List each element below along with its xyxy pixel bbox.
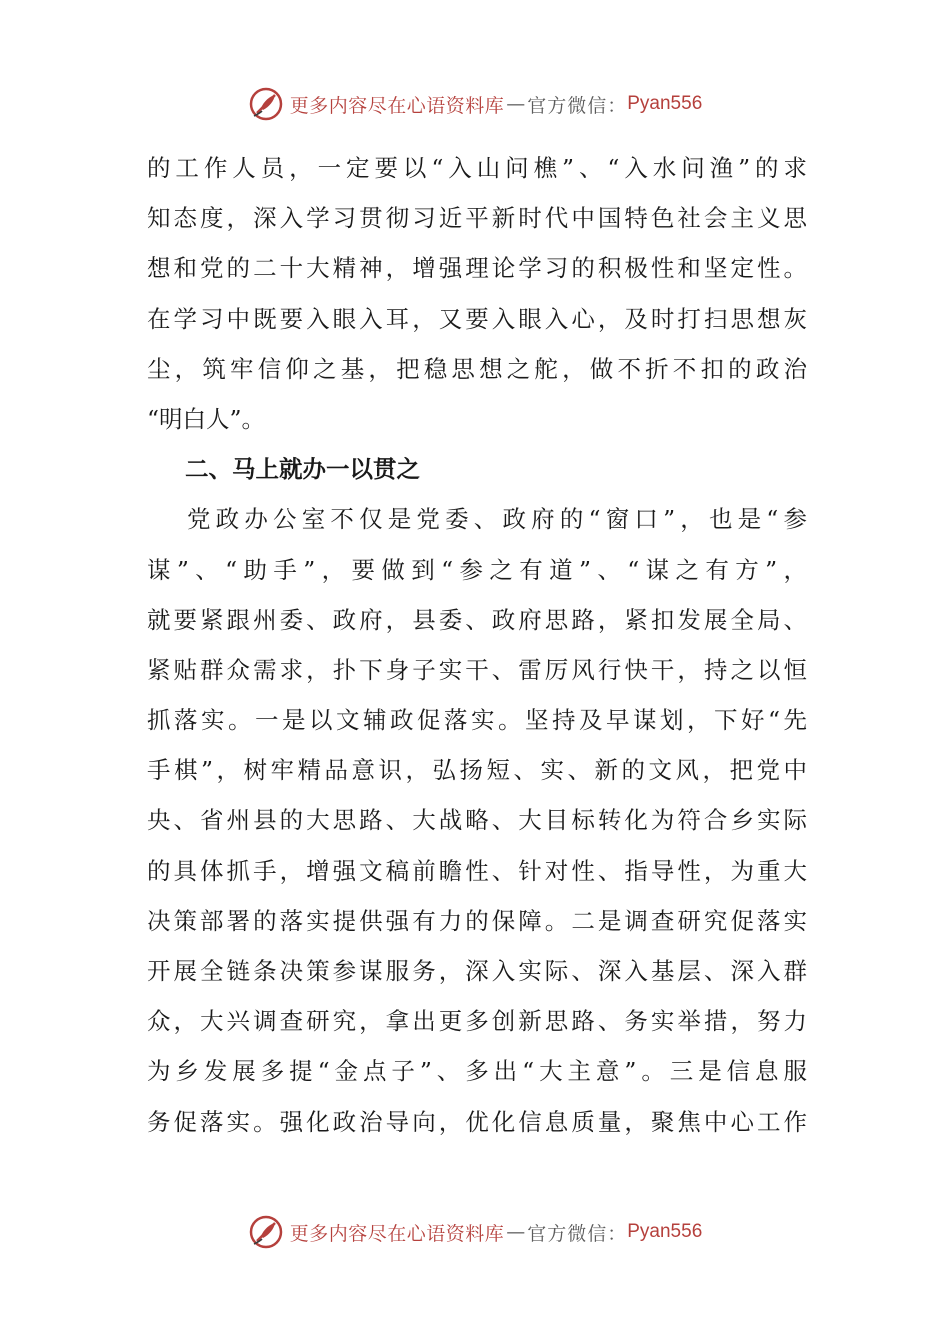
paragraph-line: 手棋”，树牢精品意识，弘扬短、实、新的文风，把党中: [147, 756, 807, 785]
paragraph-line: 为乡发展多提“金点子”、多出“大主意”。三是信息服: [147, 1057, 807, 1086]
wechat-label: 官方微信：: [527, 94, 628, 117]
paragraph-line: 决策部署的落实提供强有力的保障。二是调查研究促落实: [147, 906, 807, 935]
wechat-id: Pyan556: [627, 1221, 703, 1242]
document-body: [147, 143, 807, 1147]
paragraph-line: “明白人”。: [147, 404, 266, 433]
banner-dash: —: [506, 93, 526, 115]
paragraph-line: 在学习中既要入眼入耳，又要入眼入心，及时打扫思想灰: [147, 304, 807, 333]
paragraph-line: 谋”、“助手”，要做到“参之有道”、“谋之有方”，: [147, 555, 807, 584]
paragraph-line: 的工作人员，一定要以“入山问樵”、“入水问渔”的求: [147, 154, 807, 182]
wechat-label: 官方微信：: [527, 1222, 628, 1245]
paragraph-line: 央、省州县的大思路、大战略、大目标转化为符合乡实际: [147, 806, 807, 835]
quill-pen-logo-icon: [248, 1214, 284, 1250]
paragraph-line: 紧贴群众需求，扑下身子实干、雷厉风行快干，持之以恒: [147, 655, 807, 684]
footer-watermark-banner: [0, 1212, 950, 1252]
quill-pen-logo-icon: [248, 86, 284, 122]
paragraph-line: 抓落实。一是以文辅政促落实。坚持及早谋划，下好“先: [147, 706, 807, 735]
paragraph-line: 众，大兴调查研究，拿出更多创新思路、务实举措，努力: [147, 1007, 807, 1036]
brand-text: 更多内容尽在心语资料库: [289, 1222, 505, 1245]
brand-text: 更多内容尽在心语资料库: [289, 94, 505, 117]
paragraph-line: 想和党的二十大精神，增强理论学习的积极性和坚定性。: [147, 254, 807, 283]
banner-dash: —: [506, 1221, 526, 1243]
paragraph-line: 党政办公室不仅是党委、政府的“窗口”，也是“参: [187, 505, 807, 534]
wechat-id: Pyan556: [627, 93, 703, 114]
header-watermark-banner: [0, 84, 950, 124]
paragraph-line: 务促落实。强化政治导向，优化信息质量，聚焦中心工作: [147, 1107, 807, 1136]
paragraph-line: 尘，筑牢信仰之基，把稳思想之舵，做不折不扣的政治: [147, 354, 807, 383]
paragraph-line: 的具体抓手，增强文稿前瞻性、针对性、指导性，为重大: [147, 856, 807, 885]
paragraph-line: 就要紧跟州委、政府，县委、政府思路，紧扣发展全局、: [147, 605, 807, 634]
paragraph-line: 知态度，深入学习贯彻习近平新时代中国特色社会主义思: [147, 204, 807, 233]
paragraph-line: 开展全链条决策参谋服务，深入实际、深入基层、深入群: [147, 957, 807, 985]
section-heading: 二、马上就办一以贯之: [185, 455, 420, 484]
